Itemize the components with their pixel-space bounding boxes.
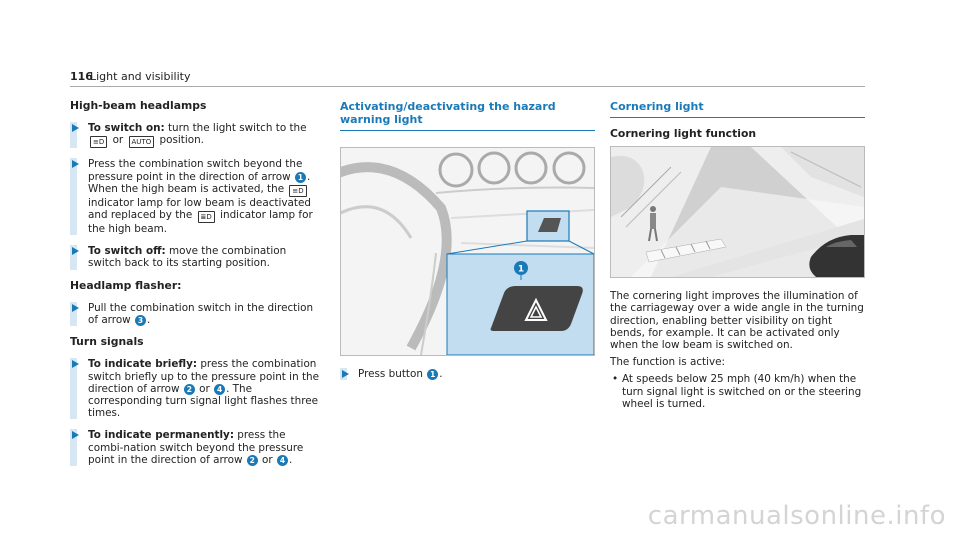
step-arrow-icon: [72, 160, 79, 168]
column-hazard-light: [340, 100, 595, 390]
callout-number: 1: [517, 264, 525, 275]
step-arrow-icon: [72, 360, 79, 368]
high-beam-heading: High-beam headlamps: [70, 99, 207, 112]
step-indicate-briefly: To indicate briefly: press the combination switch briefly up to the pressure point in the direction of arrow 2 or 4 . The corresponding turn signal light flashes three times.: [70, 358, 322, 419]
list-item: • At speeds below 25 mph (40 km/h) when the turn signal light is switched on or the steering wheel is turned.: [612, 373, 862, 410]
callout-number: 2: [184, 384, 195, 395]
step-arrow-icon: [72, 247, 79, 255]
step-arrow-icon: [72, 304, 79, 312]
column-high-beam: [70, 100, 322, 476]
flasher-heading: Headlamp flasher:: [70, 278, 182, 292]
step-switch-off: To switch off: move the combination switch back to its starting position.: [70, 245, 322, 269]
watermark: carmanualsonline.info: [647, 501, 946, 531]
cornering-heading: Cornering light: [610, 100, 865, 118]
section-title: Light and visibility: [90, 70, 191, 83]
low-beam-icon: ≡D: [90, 136, 107, 148]
callout-number: 3: [135, 315, 146, 326]
page-header: [70, 64, 865, 87]
hazard-button-illustration: [340, 147, 595, 356]
callout-number: 4: [214, 384, 225, 395]
step-flasher: Pull the combination switch in the direction of arrow 3 .: [70, 302, 322, 326]
turn-signals-heading: Turn signals: [70, 335, 144, 349]
function-active-label: The function is active:: [610, 356, 726, 369]
step-press-switch: Press the combination switch beyond the pressure point in the direction of arrow 1 . When the high beam is activated, the ≡D indicator lamp for low beam is deactivated and replaced by the ≣D indicator lamp for the high beam.: [70, 158, 322, 235]
callout-number: 2: [247, 455, 258, 466]
callout-number: 1: [427, 369, 438, 380]
step-press-hazard: Press button 1 .: [340, 368, 595, 380]
step-indicate-permanently: To indicate permanently: press the combi-nation switch beyond the pressure point in the direction of arrow 2 or 4 .: [70, 429, 322, 466]
step-arrow-icon: [72, 431, 79, 439]
road-drawing: [611, 147, 864, 277]
callout-number: 4: [277, 455, 288, 466]
hazard-heading: Activating/deactivating the hazard warning light: [340, 100, 595, 131]
column-cornering-light: [610, 100, 865, 410]
callout-number: 1: [295, 172, 306, 183]
page-number: 116: [70, 70, 93, 83]
auto-light-icon: AUTO: [129, 136, 155, 148]
bullet-marker: •: [612, 373, 619, 386]
cornering-description: The cornering light improves the illumination of the carriageway over a wide angle in the turning direction, enabling better visibility on tight bends, for example. It can be activated only when the low beam is switched on.: [610, 290, 864, 352]
step-arrow-icon: [72, 124, 79, 132]
high-beam-icon: ≣D: [198, 211, 215, 223]
cornering-subheading: Cornering light function: [610, 127, 757, 140]
low-beam-icon: ≡D: [289, 185, 306, 197]
cornering-light-illustration: [610, 146, 865, 278]
step-switch-on: To switch on: turn the light switch to the ≡D or AUTO position.: [70, 122, 322, 148]
dashboard-drawing: [341, 148, 594, 355]
step-arrow-icon: [342, 370, 349, 378]
